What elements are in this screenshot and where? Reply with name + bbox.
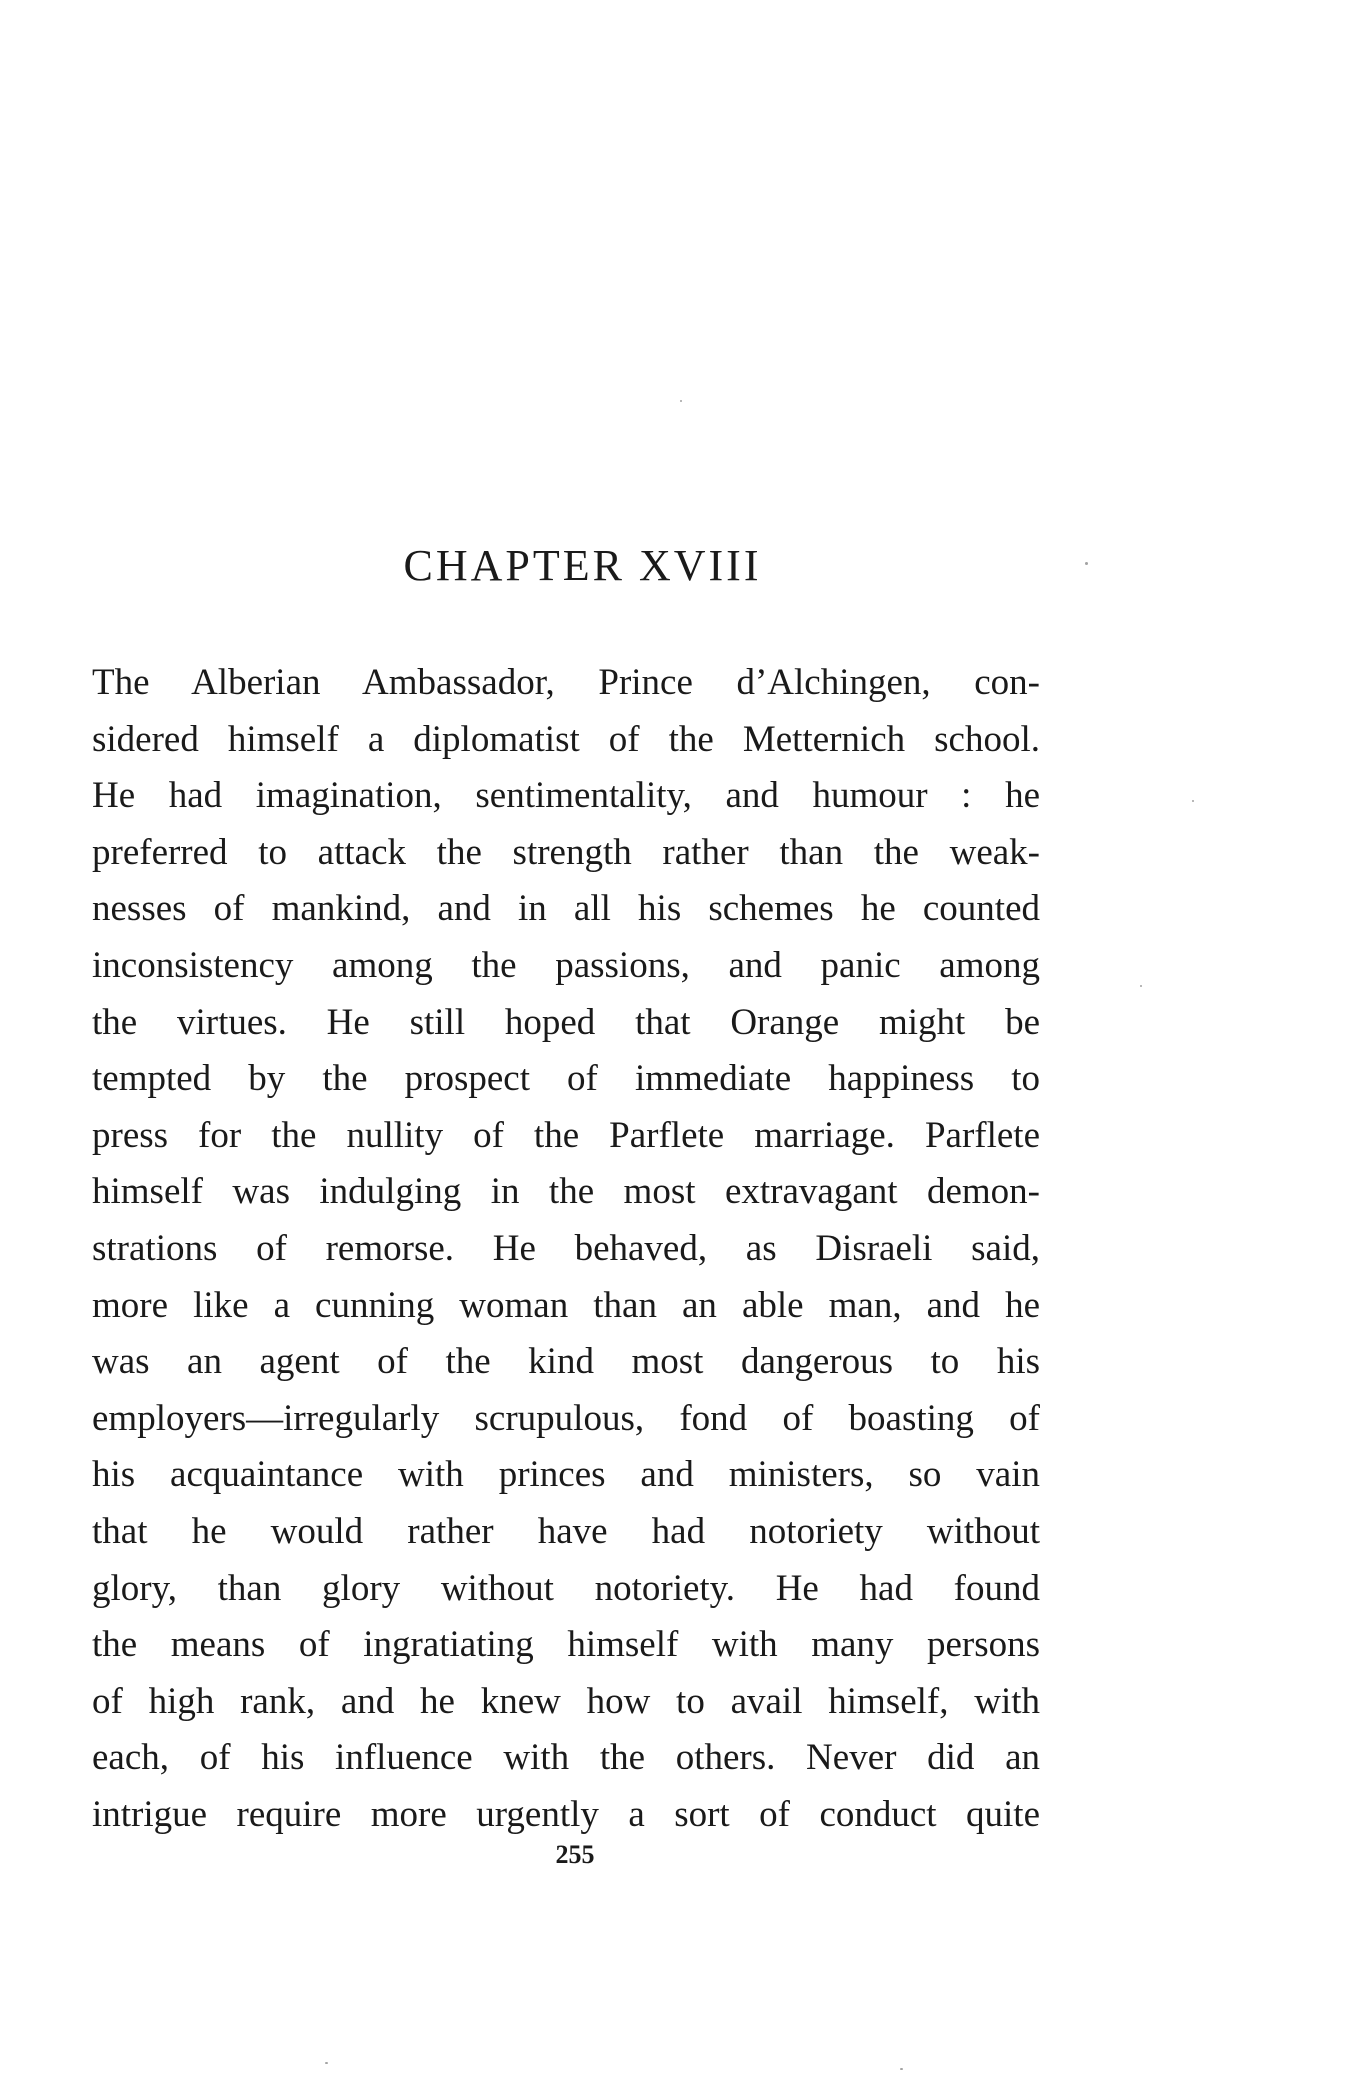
text-line: preferred to attack the strength rather than the weak- [92,831,1040,873]
text-line: the virtues. He still hoped that Orange might be [92,1001,1040,1043]
text-line: himself was indulging in the most extravagant demon- [92,1171,1040,1213]
text-line: intrigue require more urgently a sort of conduct quite [92,1793,1040,1835]
text-line: more like a cunning woman than an able man, and he [92,1284,1040,1326]
text-line: the means of ingratiating himself with many persons [92,1624,1040,1666]
text-line: that he would rather have had notoriety without [92,1510,1040,1552]
text-line: employers—irregularly scrupulous, fond of boasting of [92,1397,1040,1439]
text-line: glory, than glory without notoriety. He had found [92,1567,1040,1609]
scan-speck [900,2068,903,2070]
text-line: was an agent of the kind most dangerous to his [92,1341,1040,1383]
body-text [92,655,1040,1843]
page-number: 255 [555,1840,595,1869]
text-line: The Alberian Ambassador, Prince d’Alchingen, con- [92,662,1040,703]
text-line: tempted by the prospect of immediate happiness to [92,1058,1040,1100]
text-line: his acquaintance with princes and ministers, so vain [92,1454,1040,1496]
text-line: nesses of mankind, and in all his schemes he counted [92,888,1040,930]
scan-speck [325,2062,328,2064]
chapter-heading: CHAPTER XVIII [403,541,762,590]
text-line: He had imagination, sentimentality, and humour : he [92,775,1040,817]
text-line: sidered himself a diplomatist of the Metternich school. [92,718,1040,760]
text-line: inconsistency among the passions, and panic among [92,944,1040,986]
scan-speck [1085,562,1088,565]
text-line: press for the nullity of the Parflete marriage. Parflete [92,1114,1040,1156]
text-line: of high rank, and he knew how to avail himself, with [92,1680,1040,1722]
scan-speck [1140,985,1142,987]
text-line: strations of remorse. He behaved, as Disraeli said, [92,1227,1040,1269]
scan-speck [1192,800,1194,802]
scan-speck [680,400,682,402]
text-line: each, of his influence with the others. Never did an [92,1737,1040,1779]
